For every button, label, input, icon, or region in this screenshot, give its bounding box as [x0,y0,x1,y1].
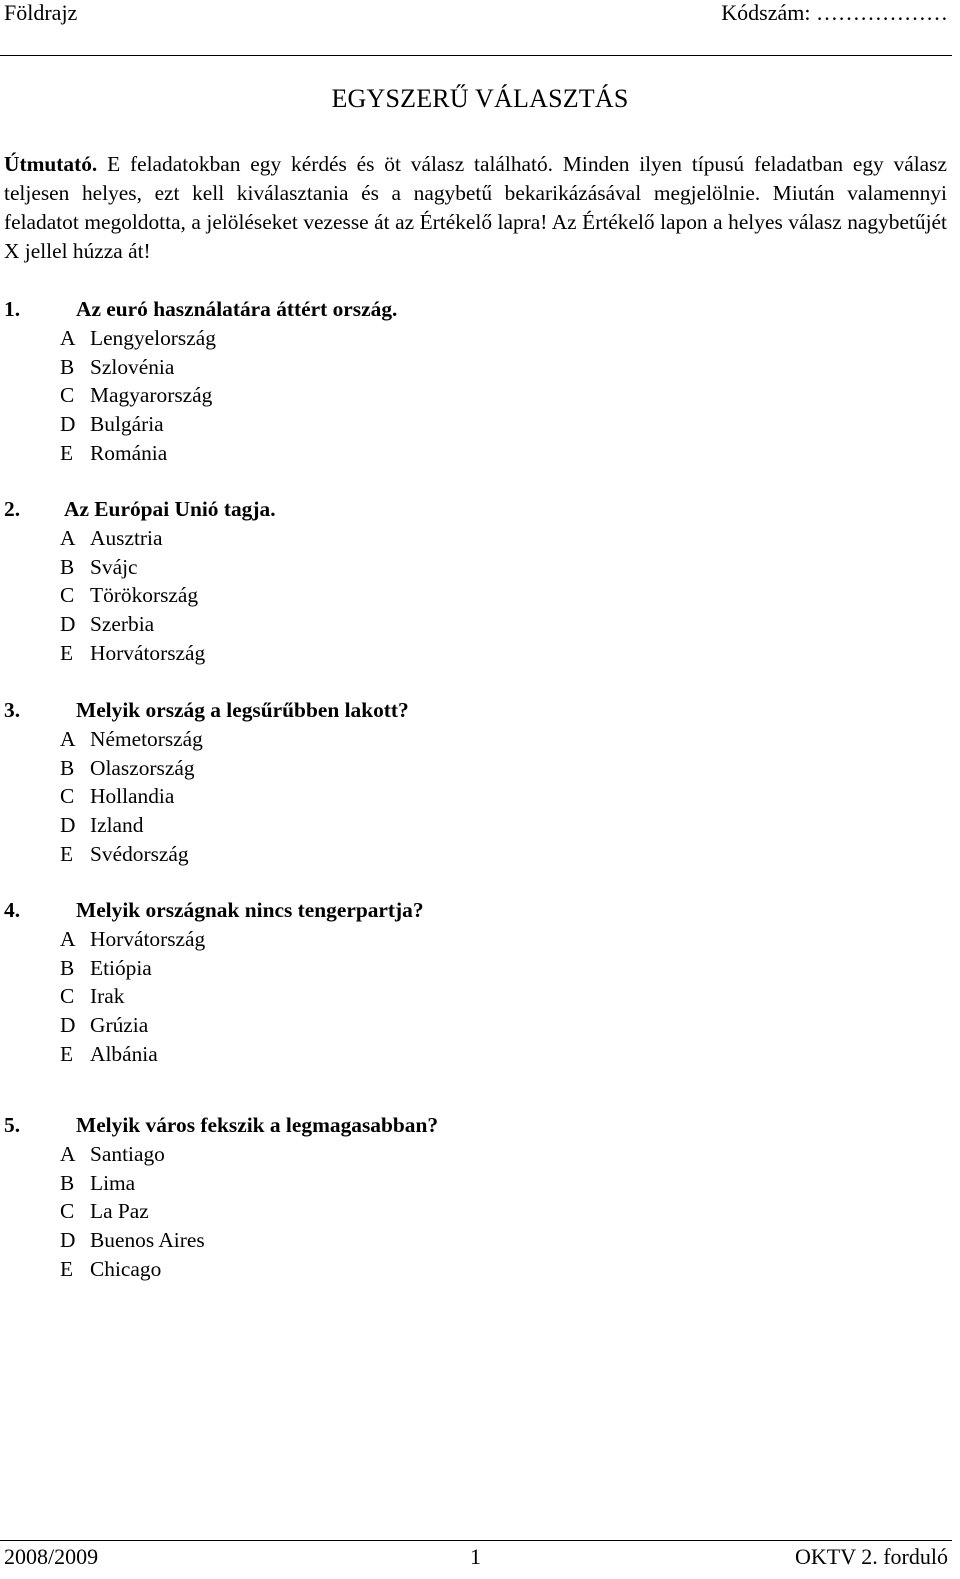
answer-option-d[interactable] [4,610,276,639]
answer-option-b[interactable] [4,553,276,582]
answer-option-e[interactable] [4,1040,424,1069]
answer-option-b[interactable] [4,353,397,382]
option-text: La Paz [90,1199,149,1224]
section-title: EGYSZERŰ VÁLASZTÁS [331,84,629,113]
option-letter: D [60,813,76,838]
answer-option-a[interactable] [4,524,276,553]
answer-option-b[interactable] [4,954,424,983]
answer-option-c[interactable] [4,1197,438,1226]
option-letter: D [60,412,76,437]
option-letter: A [60,927,76,951]
answer-option-d[interactable] [4,410,397,439]
answer-option-e[interactable] [4,439,397,468]
option-letter: A [60,326,76,350]
answer-option-b[interactable] [4,754,409,783]
question-4 [4,896,424,1068]
answer-option-a[interactable] [4,1140,438,1169]
answer-option-c[interactable] [4,581,276,610]
option-text: Buenos Aires [90,1228,205,1253]
option-letter: B [60,755,75,780]
option-letter: C [60,784,75,809]
instructions-text: E feladatokban egy kérdés és öt válasz található. Minden ilyen típusú feladatban egy válasz teljesen helyes, ezt kell kiválasztania és a nagybetű bekarikázásával megjelölnie. Miután valamennyi feladatot megoldotta, a jelöléseket vezesse át az Értékelő lapra! Az Értékelő lapon a helyes válasz nagybetűjét X jellel húzza át! [4,152,947,263]
question-number: 2. [4,497,21,521]
subject-label: Földrajz [4,0,78,25]
option-text: Irak [90,984,125,1009]
instructions-paragraph [4,150,947,266]
option-text: Grúzia [90,1013,149,1038]
answer-option-a[interactable] [4,324,397,353]
option-letter: B [60,1170,75,1195]
question-heading [4,295,397,324]
option-text: Horvátország [90,927,206,951]
question-number: 3. [4,698,21,722]
page-number: 1 [470,1544,481,1569]
option-letter: A [60,727,76,751]
option-text: Törökország [90,583,199,608]
option-letter: C [60,383,75,408]
option-text: Lengyelország [90,326,216,350]
option-text: Lima [90,1170,136,1195]
question-5 [4,1111,438,1283]
question-heading [4,696,409,725]
option-letter: E [60,640,74,665]
answer-option-e[interactable] [4,1255,438,1284]
option-text: Chicago [90,1256,162,1281]
code-number-label: Kódszám: ……………… [721,0,948,25]
question-2 [4,495,276,667]
answer-option-a[interactable] [4,925,424,954]
question-number: 1. [4,297,21,321]
option-letter: C [60,1199,75,1224]
page-footer [4,1544,948,1574]
option-text: Ausztria [90,526,163,550]
option-text: Etiópia [90,955,152,980]
school-year: 2008/2009 [4,1544,99,1569]
option-text: Szerbia [90,612,155,637]
footer-divider [0,1540,952,1541]
question-1 [4,295,397,467]
question-text: Melyik város fekszik a legmagasabban? [76,1113,439,1137]
option-text: Magyarország [90,383,213,408]
question-heading [4,495,276,524]
option-text: Izland [90,813,144,838]
option-text: Bulgária [90,412,164,437]
option-letter: B [60,354,75,379]
option-text: Santiago [90,1142,165,1166]
option-letter: C [60,984,75,1009]
answer-option-e[interactable] [4,840,409,869]
option-letter: B [60,955,75,980]
option-letter: D [60,1228,76,1253]
option-letter: C [60,583,75,608]
answer-option-d[interactable] [4,811,409,840]
question-text: Melyik ország a legsűrűbben lakott? [76,698,409,722]
option-text: Szlovénia [90,354,175,379]
answer-option-c[interactable] [4,982,424,1011]
option-letter: E [60,841,74,866]
question-number: 4. [4,898,21,922]
question-text: Melyik országnak nincs tengerpartja? [76,898,424,922]
question-number: 5. [4,1113,21,1137]
option-letter: D [60,612,76,637]
competition-round: OKTV 2. forduló [795,1544,948,1569]
option-text: Olaszország [90,755,195,780]
option-text: Albánia [90,1041,158,1066]
answer-option-d[interactable] [4,1226,438,1255]
option-text: Horvátország [90,640,206,665]
option-text: Svájc [90,554,138,579]
answer-option-d[interactable] [4,1011,424,1040]
question-heading [4,896,424,925]
option-letter: E [60,1256,74,1281]
option-letter: E [60,1041,74,1066]
question-text: Az euró használatára áttért ország. [76,297,398,321]
option-text: Németország [90,727,203,751]
option-text: Románia [90,440,168,465]
question-3 [4,696,409,868]
header-divider [0,55,952,56]
question-heading [4,1111,438,1140]
answer-option-c[interactable] [4,381,397,410]
option-text: Svédország [90,841,189,866]
answer-option-a[interactable] [4,725,409,754]
page-header [4,0,948,30]
option-letter: A [60,1142,76,1166]
instructions-label: Útmutató. [4,152,98,176]
option-letter: A [60,526,76,550]
answer-option-e[interactable] [4,639,276,668]
answer-option-b[interactable] [4,1169,438,1198]
option-letter: E [60,440,74,465]
option-text: Hollandia [90,784,175,809]
option-letter: D [60,1013,76,1038]
answer-option-c[interactable] [4,782,409,811]
option-letter: B [60,554,75,579]
question-text: Az Európai Unió tagja. [64,497,276,521]
